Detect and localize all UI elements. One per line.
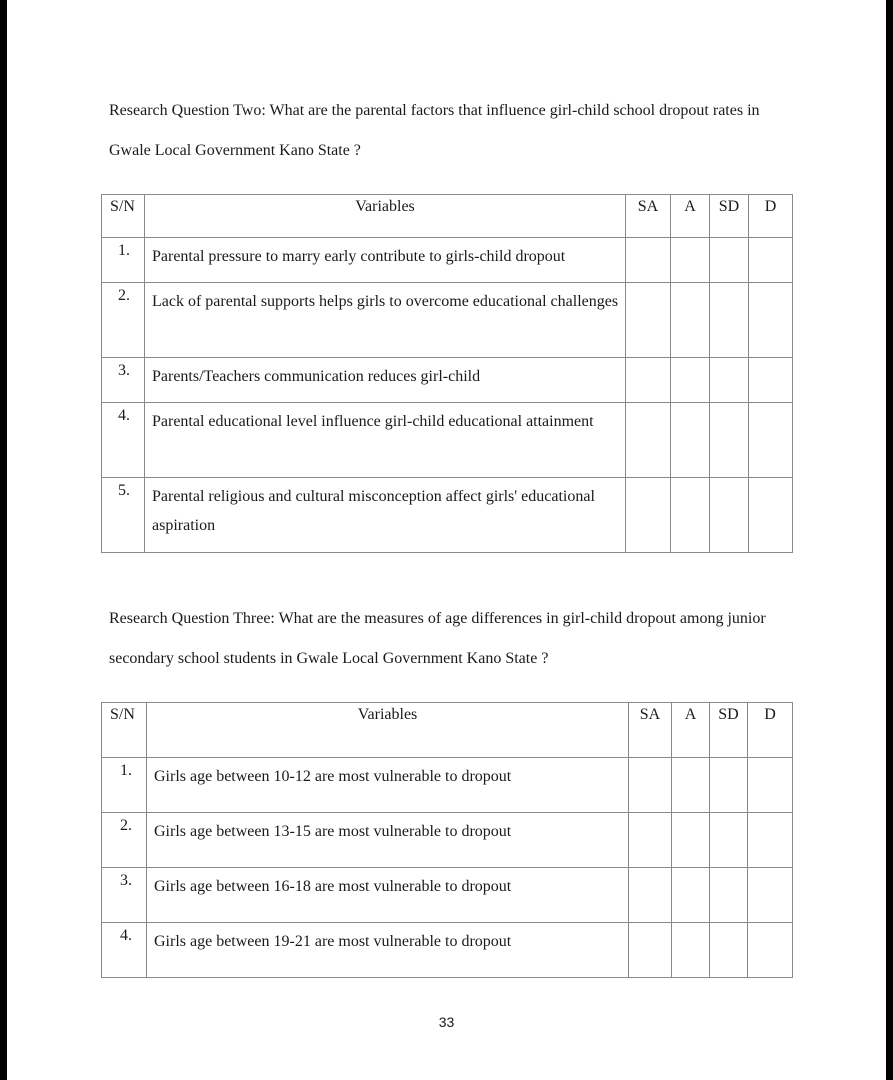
d-header: D — [749, 195, 793, 238]
sa-checkbox-cell[interactable] — [629, 923, 672, 978]
sd-checkbox-cell[interactable] — [710, 478, 749, 553]
sa-checkbox-cell[interactable] — [626, 283, 671, 358]
d-checkbox-cell[interactable] — [749, 283, 793, 358]
variable-text: Parental religious and cultural misconception affect girls' educational aspiration — [145, 478, 626, 553]
sd-checkbox-cell[interactable] — [710, 283, 749, 358]
sd-header: SD — [710, 195, 749, 238]
a-checkbox-cell[interactable] — [672, 923, 710, 978]
d-checkbox-cell[interactable] — [748, 813, 793, 868]
variable-text: Parental pressure to marry early contribute to girls-child dropout — [145, 238, 626, 283]
research-question-two: Research Question Two: What are the parental factors that influence girl-child school dropout rates in Gwale Local Government Kano State ? — [109, 102, 760, 159]
table-row — [102, 758, 793, 813]
left-page-edge — [0, 0, 7, 1080]
a-checkbox-cell[interactable] — [671, 238, 710, 283]
sa-checkbox-cell[interactable] — [626, 238, 671, 283]
sd-checkbox-cell[interactable] — [710, 813, 748, 868]
sd-checkbox-cell[interactable] — [710, 238, 749, 283]
a-checkbox-cell[interactable] — [671, 358, 710, 403]
question-three-table — [101, 702, 793, 978]
table-header-row — [102, 195, 793, 238]
sd-checkbox-cell[interactable] — [710, 868, 748, 923]
row-number: 1. — [102, 758, 147, 813]
row-number: 2. — [102, 283, 145, 358]
sd-checkbox-cell[interactable] — [710, 403, 749, 478]
d-header: D — [748, 703, 793, 758]
a-checkbox-cell[interactable] — [671, 283, 710, 358]
variable-text: Lack of parental supports helps girls to overcome educational challenges — [145, 283, 626, 358]
row-number: 3. — [102, 358, 145, 403]
right-page-edge — [886, 0, 893, 1080]
variable-text: Girls age between 10-12 are most vulnerable to dropout — [147, 758, 629, 813]
row-number: 5. — [102, 478, 145, 553]
a-header: A — [671, 195, 710, 238]
d-checkbox-cell[interactable] — [749, 403, 793, 478]
sa-header: SA — [626, 195, 671, 238]
table-row — [102, 923, 793, 978]
sn-header: S/N — [102, 195, 145, 238]
research-question-three: Research Question Three: What are the measures of age differences in girl-child dropout among junior secondary school students in Gwale Local Government Kano State ? — [109, 610, 766, 667]
sa-checkbox-cell[interactable] — [629, 868, 672, 923]
variable-text: Girls age between 13-15 are most vulnerable to dropout — [147, 813, 629, 868]
row-number: 4. — [102, 923, 147, 978]
a-checkbox-cell[interactable] — [672, 758, 710, 813]
d-checkbox-cell[interactable] — [748, 868, 793, 923]
table-row — [102, 283, 793, 358]
variables-header: Variables — [147, 703, 629, 758]
variables-header: Variables — [145, 195, 626, 238]
table-row — [102, 868, 793, 923]
sd-checkbox-cell[interactable] — [710, 758, 748, 813]
table-header-row — [102, 703, 793, 758]
sa-header: SA — [629, 703, 672, 758]
sd-header: SD — [710, 703, 748, 758]
table-row — [102, 403, 793, 478]
sd-checkbox-cell[interactable] — [710, 923, 748, 978]
sa-checkbox-cell[interactable] — [629, 758, 672, 813]
a-checkbox-cell[interactable] — [671, 403, 710, 478]
row-number: 1. — [102, 238, 145, 283]
table-row — [102, 238, 793, 283]
d-checkbox-cell[interactable] — [749, 358, 793, 403]
a-header: A — [672, 703, 710, 758]
sa-checkbox-cell[interactable] — [626, 478, 671, 553]
d-checkbox-cell[interactable] — [748, 758, 793, 813]
a-checkbox-cell[interactable] — [672, 868, 710, 923]
variable-text: Parental educational level influence girl-child educational attainment — [145, 403, 626, 478]
sa-checkbox-cell[interactable] — [626, 358, 671, 403]
variable-text: Girls age between 16-18 are most vulnerable to dropout — [147, 868, 629, 923]
sa-checkbox-cell[interactable] — [626, 403, 671, 478]
sa-checkbox-cell[interactable] — [629, 813, 672, 868]
table-row — [102, 358, 793, 403]
question-two-table — [101, 194, 793, 553]
variable-text: Parents/Teachers communication reduces girl-child — [145, 358, 626, 403]
sn-header: S/N — [102, 703, 147, 758]
d-checkbox-cell[interactable] — [748, 923, 793, 978]
row-number: 2. — [102, 813, 147, 868]
d-checkbox-cell[interactable] — [749, 478, 793, 553]
variable-text: Girls age between 19-21 are most vulnerable to dropout — [147, 923, 629, 978]
table-row — [102, 813, 793, 868]
page-number: 33 — [438, 1014, 455, 1030]
row-number: 3. — [102, 868, 147, 923]
sd-checkbox-cell[interactable] — [710, 358, 749, 403]
a-checkbox-cell[interactable] — [672, 813, 710, 868]
row-number: 4. — [102, 403, 145, 478]
table-row — [102, 478, 793, 553]
a-checkbox-cell[interactable] — [671, 478, 710, 553]
d-checkbox-cell[interactable] — [749, 238, 793, 283]
